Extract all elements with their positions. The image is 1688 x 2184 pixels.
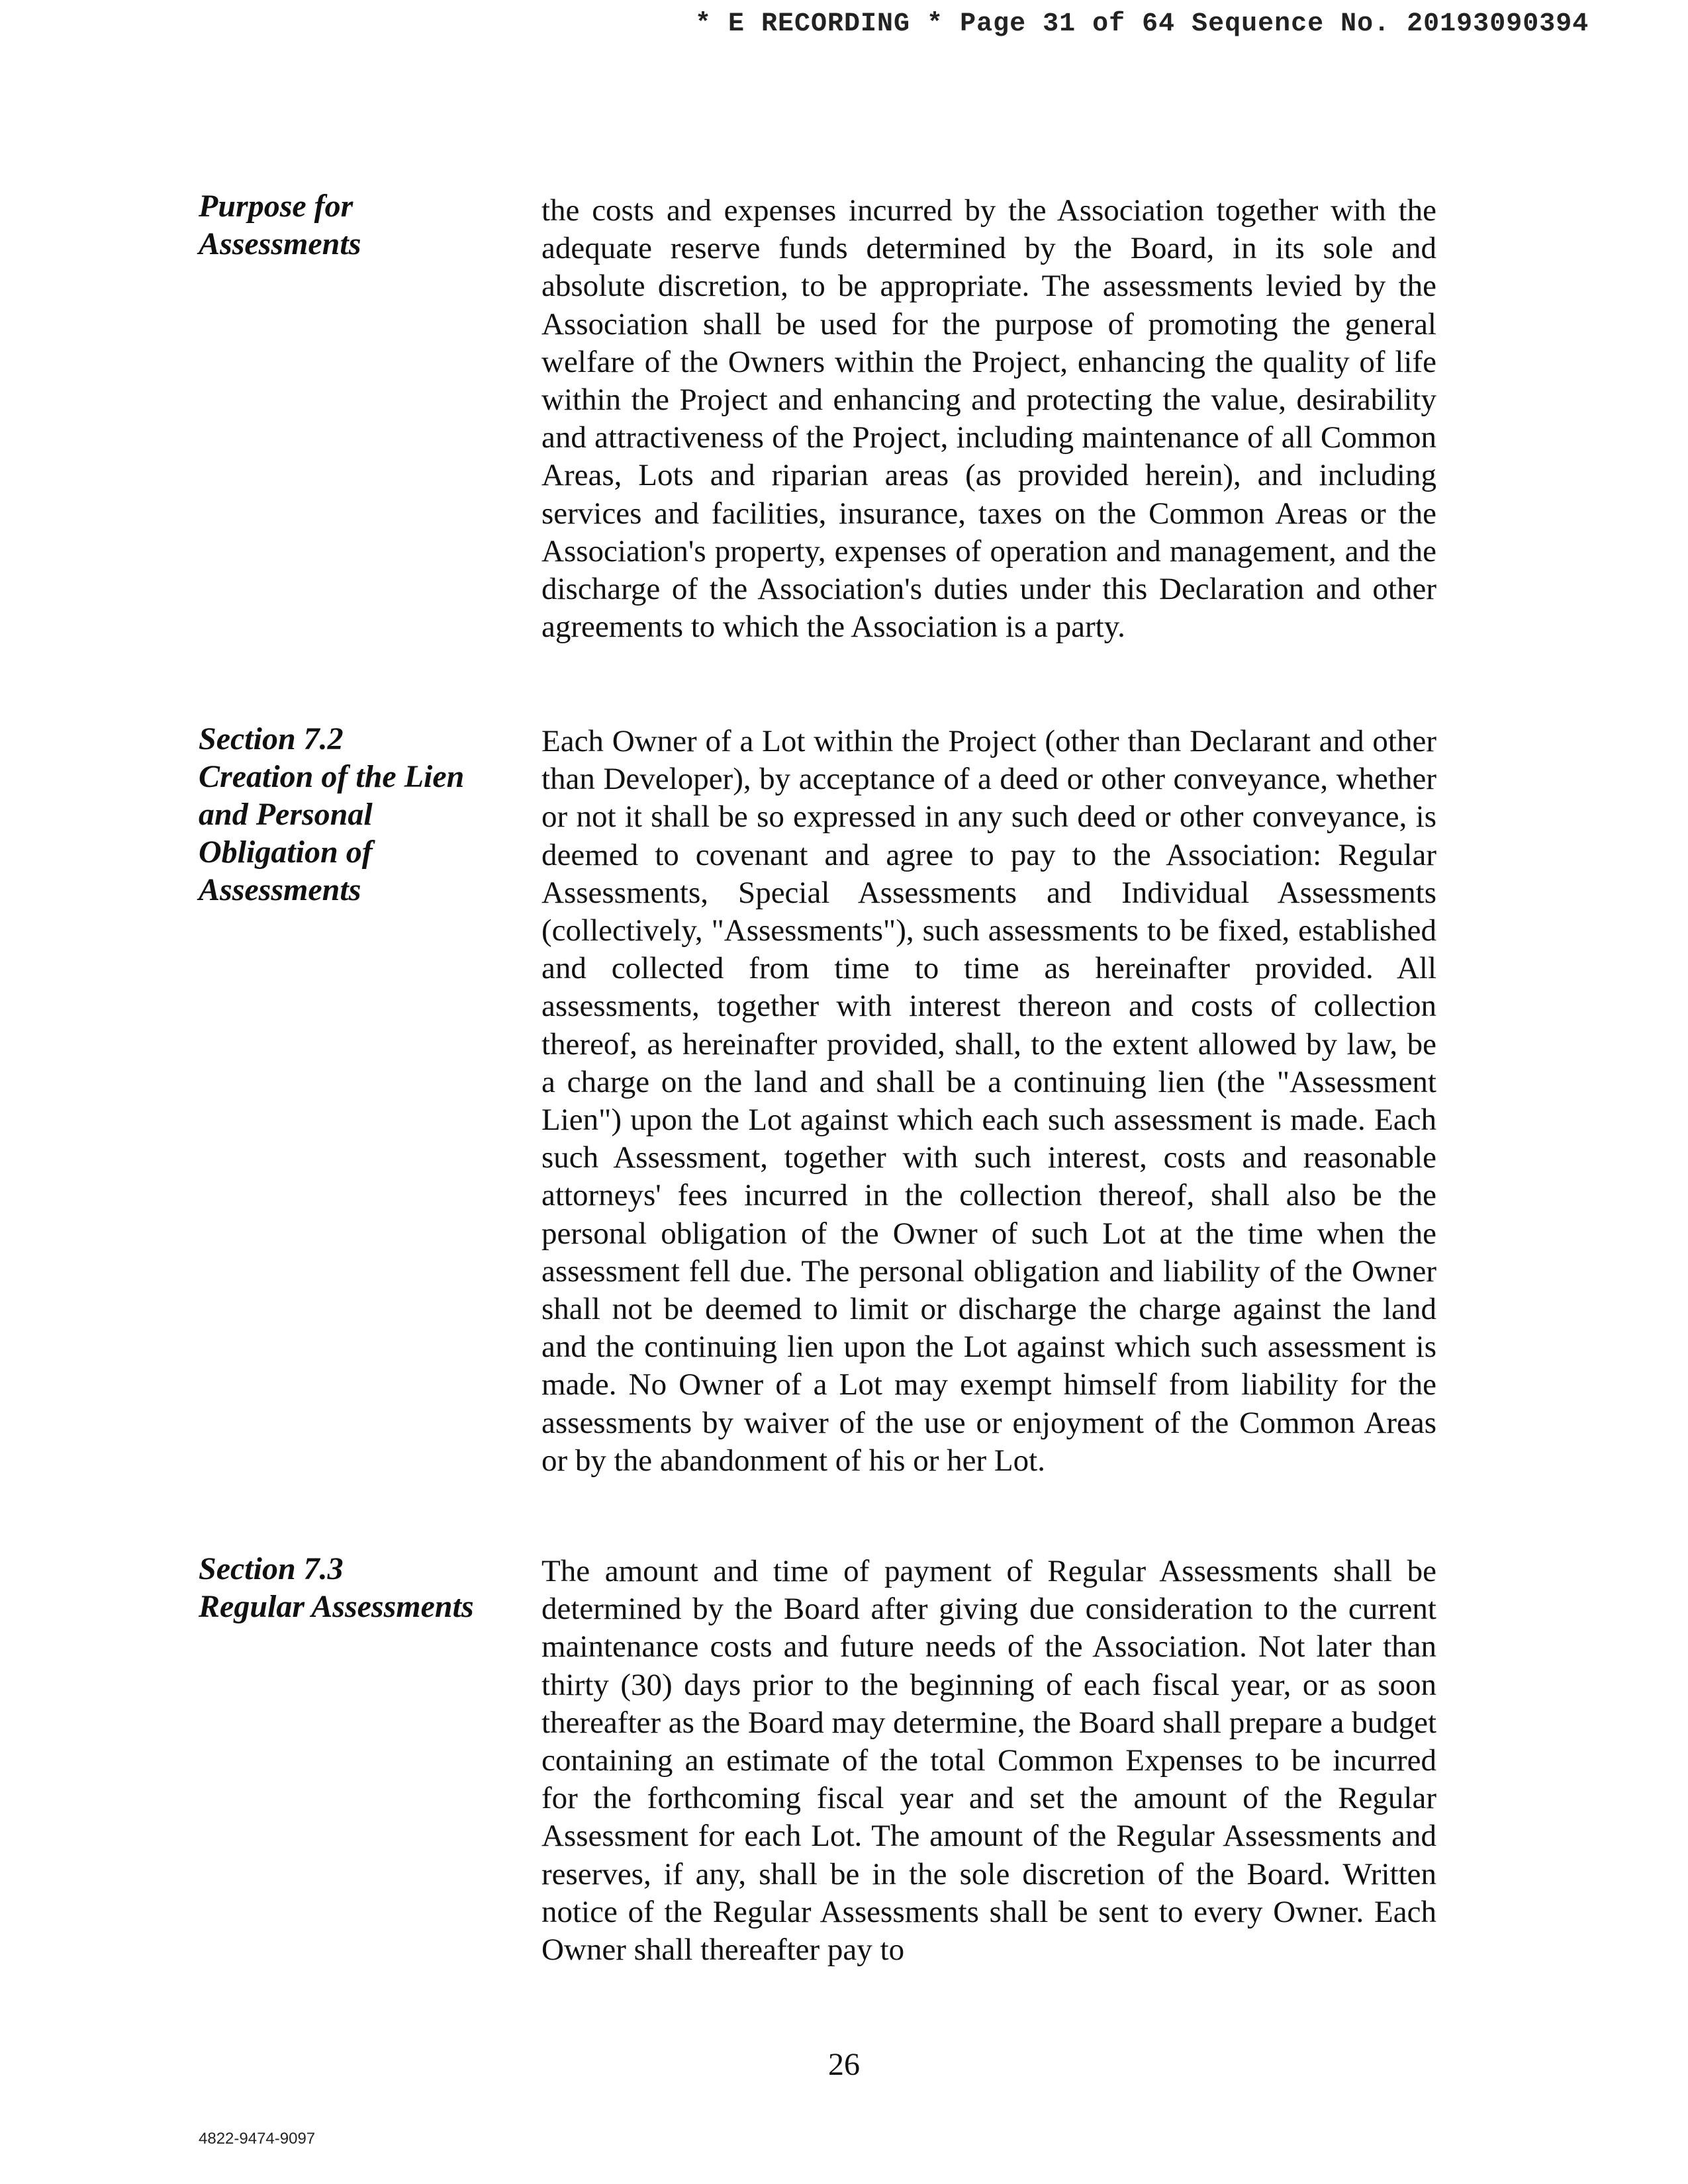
section-body-7-3: The amount and time of payment of Regular Assessments shall be determined by the Board after giving due consideration to the current maintenance costs and future needs of the Association. Not later than thirty (30) days prior to the beginning of each fiscal year, or as soon thereafter as the Board may determine, the Board shall prepare a budget containing an estimate of the total Common Expenses to be incurred for the forthcoming fiscal year and set the amount of the Regular Assessment for each Lot. The amount of the Regular Assessments and reserves, if any, shall be in the sole discretion of the Board. Written notice of the Regular Assessments shall be sent to every Owner. Each Owner shall thereafter pay to	[541, 1554, 1436, 1968]
recording-stamp: * E RECORDING * Page 31 of 64 Sequence No. 20193090394	[695, 9, 1589, 39]
heading-line: Assessments	[199, 226, 361, 261]
section-body-purpose: the costs and expenses incurred by the Association together with the adequate reserve funds determined by the Board, in its sole and absolute discretion, to be appropriate. The assessments levied by the Association shall be used for the purpose of promoting the general welfare of the Owners within the Project, enhancing the quality of life within the Project and enhancing and protecting the value, desirability and attractiveness of the Project, including maintenance of all Common Areas, Lots and riparian areas (as provided herein), and including services and facilities, insurance, taxes on the Common Areas or the Association's property, expenses of operation and management, and the discharge of the Association's duties under this Declaration and other agreements to which the Association is a party.	[541, 193, 1436, 645]
heading-line: Regular Assessments	[199, 1589, 474, 1624]
section-heading-7-3	[199, 1550, 490, 1625]
heading-line: Purpose for	[199, 189, 353, 224]
heading-line: Section 7.2	[199, 721, 344, 756]
section-heading-7-2	[199, 720, 490, 909]
document-id: 4822-9474-9097	[199, 2130, 316, 2148]
heading-line: and Personal	[199, 797, 373, 832]
heading-line: Assessments	[199, 872, 361, 907]
heading-line: Obligation of	[199, 835, 373, 870]
heading-line: Section 7.3	[199, 1551, 344, 1586]
section-body-7-2: Each Owner of a Lot within the Project (other than Declarant and other than Developer), by acceptance of a deed or other conveyance, whether or not it shall be so expressed in any such deed or other conveyance, is deemed to covenant and agree to pay to the Association: Regular Assessments, Special Assessments and Individual Assessments (collectively, "Assessments"), such assessments to be fixed, established and collected from time to time as hereinafter provided. All assessments, together with interest thereon and costs of collection thereof, as hereinafter provided, shall, to the extent allowed by law, be a charge on the land and shall be a continuing lien (the "Assessment Lien") upon the Lot against which each such assessment is made. Each such Assessment, together with such interest, costs and reasonable attorneys' fees incurred in the collection thereof, shall also be the personal obligation of the Owner of such Lot at the time when the assessment fell due. The personal obligation and liability of the Owner shall not be deemed to limit or discharge the charge against the land and the continuing lien upon the Lot against which such assessment is made. No Owner of a Lot may exempt himself from liability for the assessments by waiver of the use or enjoyment of the Common Areas or by the abandonment of his or her Lot.	[541, 724, 1436, 1478]
page-number: 26	[828, 2047, 860, 2082]
section-heading-purpose	[199, 187, 490, 263]
heading-line: Creation of the Lien	[199, 759, 465, 794]
